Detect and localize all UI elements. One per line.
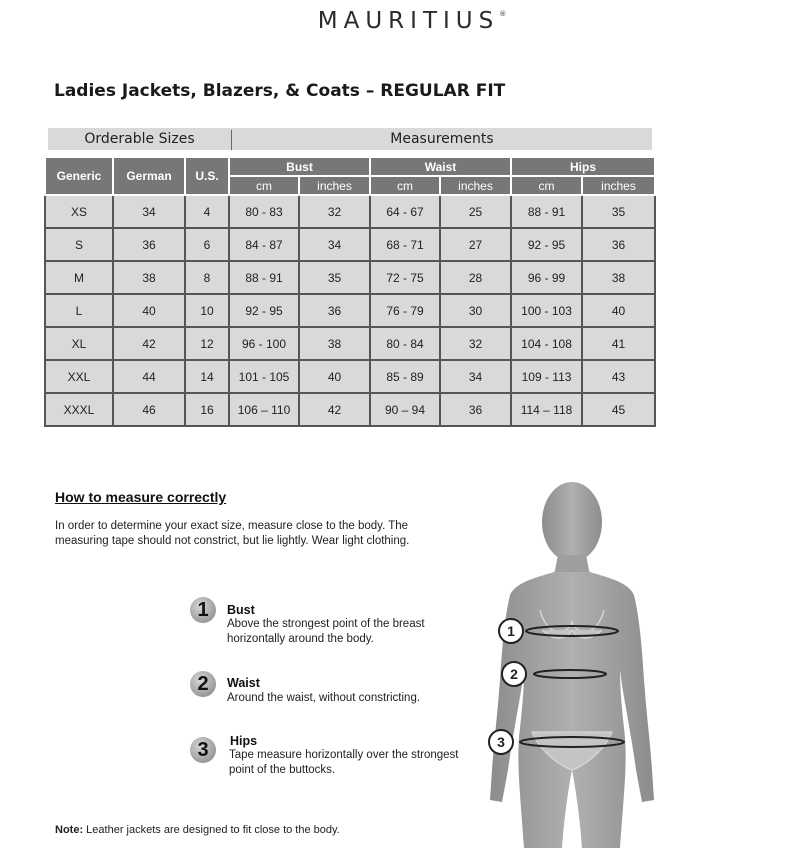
cell-us: 10 [185, 294, 229, 327]
cell-hips-inches: 41 [582, 327, 655, 360]
marker-1-label: 1 [507, 623, 515, 639]
marker-2-icon [502, 662, 526, 686]
cell-hips-cm: 114 – 118 [511, 393, 582, 426]
cell-waist-cm: 72 - 75 [370, 261, 440, 294]
measure-desc: Above the strongest point of the breast horizontally around the body. [227, 618, 425, 645]
cell-bust-inches: 42 [299, 393, 370, 426]
cell-waist-cm: 90 – 94 [370, 393, 440, 426]
cell-waist-cm: 64 - 67 [370, 195, 440, 228]
cell-waist-cm: 76 - 79 [370, 294, 440, 327]
howto-intro: In order to determine your exact size, measure close to the body. The measuring tape should not constrict, but lie lightly. Wear light clothing. [55, 520, 410, 547]
cell-german: 40 [113, 294, 185, 327]
cell-generic: XS [45, 195, 113, 228]
table-row [45, 327, 655, 360]
cell-bust-inches: 36 [299, 294, 370, 327]
col-waist: Waist [370, 157, 511, 176]
cell-waist-inches: 25 [440, 195, 511, 228]
body-figure-illustration [480, 470, 660, 848]
cell-waist-cm: 68 - 71 [370, 228, 440, 261]
cell-hips-inches: 40 [582, 294, 655, 327]
cell-hips-cm: 88 - 91 [511, 195, 582, 228]
table-row [45, 195, 655, 228]
cell-waist-inches: 30 [440, 294, 511, 327]
marker-3-icon [489, 730, 513, 754]
cell-waist-inches: 32 [440, 327, 511, 360]
group-measurements: Measurements [390, 131, 494, 147]
col-hips: Hips [511, 157, 655, 176]
page-title: Ladies Jackets, Blazers, & Coats – REGULAR FIT [54, 81, 506, 101]
cell-hips-inches: 38 [582, 261, 655, 294]
footnote [55, 824, 340, 836]
cell-german: 34 [113, 195, 185, 228]
cell-waist-inches: 28 [440, 261, 511, 294]
col-bust-inches: inches [299, 176, 370, 195]
cell-bust-inches: 34 [299, 228, 370, 261]
cell-us: 4 [185, 195, 229, 228]
cell-bust-cm: 92 - 95 [229, 294, 299, 327]
measure-desc: Around the waist, without constricting. [227, 692, 421, 704]
size-grid [44, 156, 656, 427]
cell-us: 8 [185, 261, 229, 294]
cell-hips-inches: 45 [582, 393, 655, 426]
cell-us: 14 [185, 360, 229, 393]
cell-us: 16 [185, 393, 229, 426]
col-hips-cm: cm [511, 176, 582, 195]
table-row [45, 360, 655, 393]
note-label: Note: [55, 824, 84, 836]
cell-german: 44 [113, 360, 185, 393]
cell-bust-inches: 32 [299, 195, 370, 228]
measure-title: Hips [230, 734, 258, 748]
cell-hips-cm: 96 - 99 [511, 261, 582, 294]
number-2-icon: 2 [190, 671, 216, 697]
marker-3-label: 3 [497, 734, 505, 750]
col-waist-inches: inches [440, 176, 511, 195]
cell-us: 6 [185, 228, 229, 261]
cell-generic: M [45, 261, 113, 294]
number-3-icon: 3 [190, 737, 216, 763]
number-1-icon: 1 [190, 597, 216, 623]
cell-waist-cm: 80 - 84 [370, 327, 440, 360]
table-row [45, 261, 655, 294]
measure-title: Waist [227, 676, 260, 690]
cell-generic: XXXL [45, 393, 113, 426]
cell-hips-cm: 100 - 103 [511, 294, 582, 327]
cell-hips-inches: 36 [582, 228, 655, 261]
col-bust-cm: cm [229, 176, 299, 195]
cell-german: 42 [113, 327, 185, 360]
cell-hips-cm: 104 - 108 [511, 327, 582, 360]
cell-bust-inches: 35 [299, 261, 370, 294]
cell-generic: XL [45, 327, 113, 360]
cell-hips-inches: 43 [582, 360, 655, 393]
col-us: U.S. [185, 157, 229, 195]
col-german: German [113, 157, 185, 195]
cell-hips-cm: 109 - 113 [511, 360, 582, 393]
cell-waist-inches: 36 [440, 393, 511, 426]
col-bust: Bust [229, 157, 370, 176]
cell-bust-inches: 38 [299, 327, 370, 360]
cell-hips-cm: 92 - 95 [511, 228, 582, 261]
col-waist-cm: cm [370, 176, 440, 195]
cell-waist-inches: 27 [440, 228, 511, 261]
table-row [45, 294, 655, 327]
howto-heading: How to measure correctly [55, 489, 227, 505]
cell-generic: XXL [45, 360, 113, 393]
cell-german: 38 [113, 261, 185, 294]
col-hips-inches: inches [582, 176, 655, 195]
cell-german: 36 [113, 228, 185, 261]
cell-waist-cm: 85 - 89 [370, 360, 440, 393]
cell-generic: S [45, 228, 113, 261]
table-row [45, 393, 655, 426]
note-text: Leather jackets are designed to fit close to the body. [86, 824, 340, 836]
cell-waist-inches: 34 [440, 360, 511, 393]
cell-bust-cm: 80 - 83 [229, 195, 299, 228]
cell-bust-inches: 40 [299, 360, 370, 393]
cell-bust-cm: 84 - 87 [229, 228, 299, 261]
cell-german: 46 [113, 393, 185, 426]
marker-2-label: 2 [510, 666, 518, 682]
cell-bust-cm: 106 – 110 [229, 393, 299, 426]
table-row [45, 228, 655, 261]
group-orderable-sizes: Orderable Sizes [84, 131, 195, 147]
group-header-row [48, 128, 652, 150]
measure-title: Bust [227, 603, 255, 617]
measure-desc: Tape measure horizontally over the strongest point of the buttocks. [229, 749, 459, 776]
cell-generic: L [45, 294, 113, 327]
cell-bust-cm: 88 - 91 [229, 261, 299, 294]
cell-us: 12 [185, 327, 229, 360]
cell-bust-cm: 96 - 100 [229, 327, 299, 360]
cell-bust-cm: 101 - 105 [229, 360, 299, 393]
cell-hips-inches: 35 [582, 195, 655, 228]
col-generic: Generic [45, 157, 113, 195]
brand-logo: MAURITIUS® [317, 8, 507, 34]
marker-1-icon [499, 619, 523, 643]
